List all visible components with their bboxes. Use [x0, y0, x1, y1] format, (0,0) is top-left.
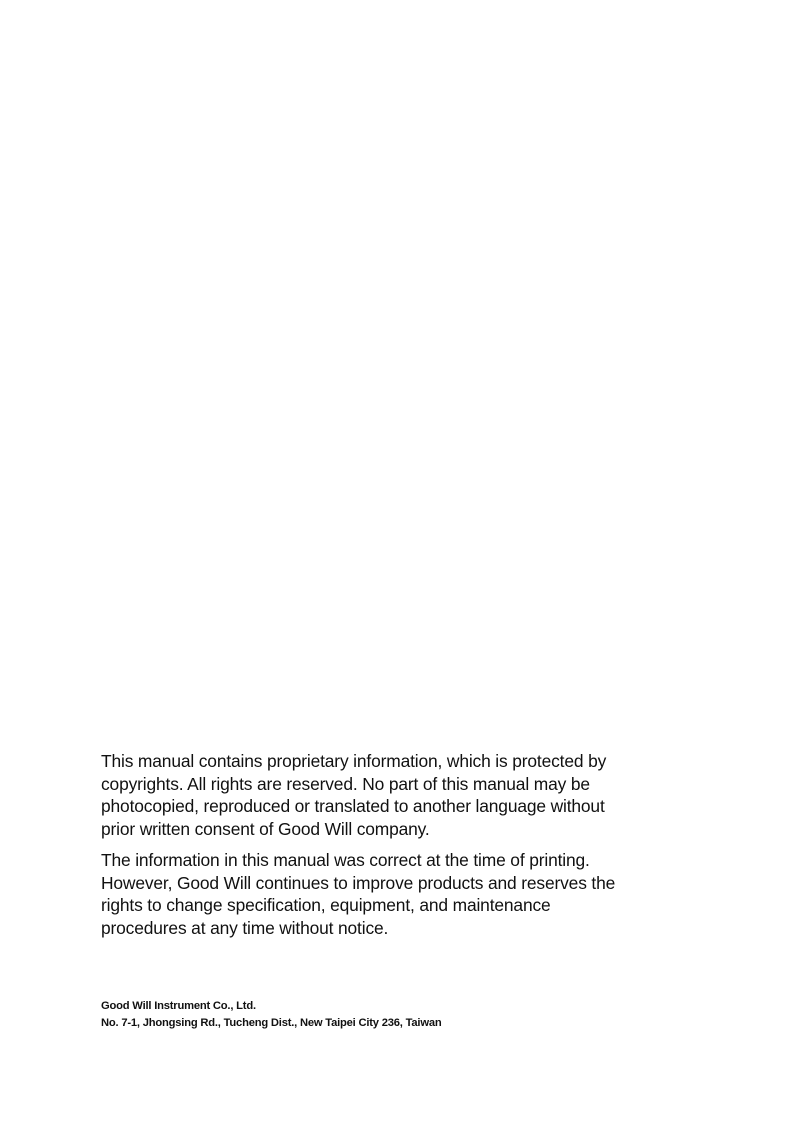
copyright-line: copyrights. All rights are reserved. No part of this manual may be [101, 773, 590, 794]
company-address: No. 7-1, Jhongsing Rd., Tucheng Dist., New Taipei City 236, Taiwan [101, 1016, 442, 1029]
copyright-line: This manual contains proprietary information, which is protected by [101, 751, 607, 771]
copyright-line: photocopied, reproduced or translated to another language without [101, 796, 605, 817]
disclaimer-line: rights to change specification, equipment, and maintenance [101, 895, 551, 916]
legal-notice [101, 750, 661, 940]
copyright-paragraph [101, 750, 661, 841]
company-name: Good Will Instrument Co., Ltd. [101, 1000, 256, 1012]
copyright-line: prior written consent of Good Will company. [101, 819, 430, 840]
disclaimer-paragraph [101, 849, 661, 940]
company-address-block [101, 998, 661, 1031]
disclaimer-line: The information in this manual was correct at the time of printing. [101, 849, 590, 870]
disclaimer-line: However, Good Will continues to improve products and reserves the [101, 872, 616, 893]
disclaimer-line: procedures at any time without notice. [101, 917, 389, 938]
